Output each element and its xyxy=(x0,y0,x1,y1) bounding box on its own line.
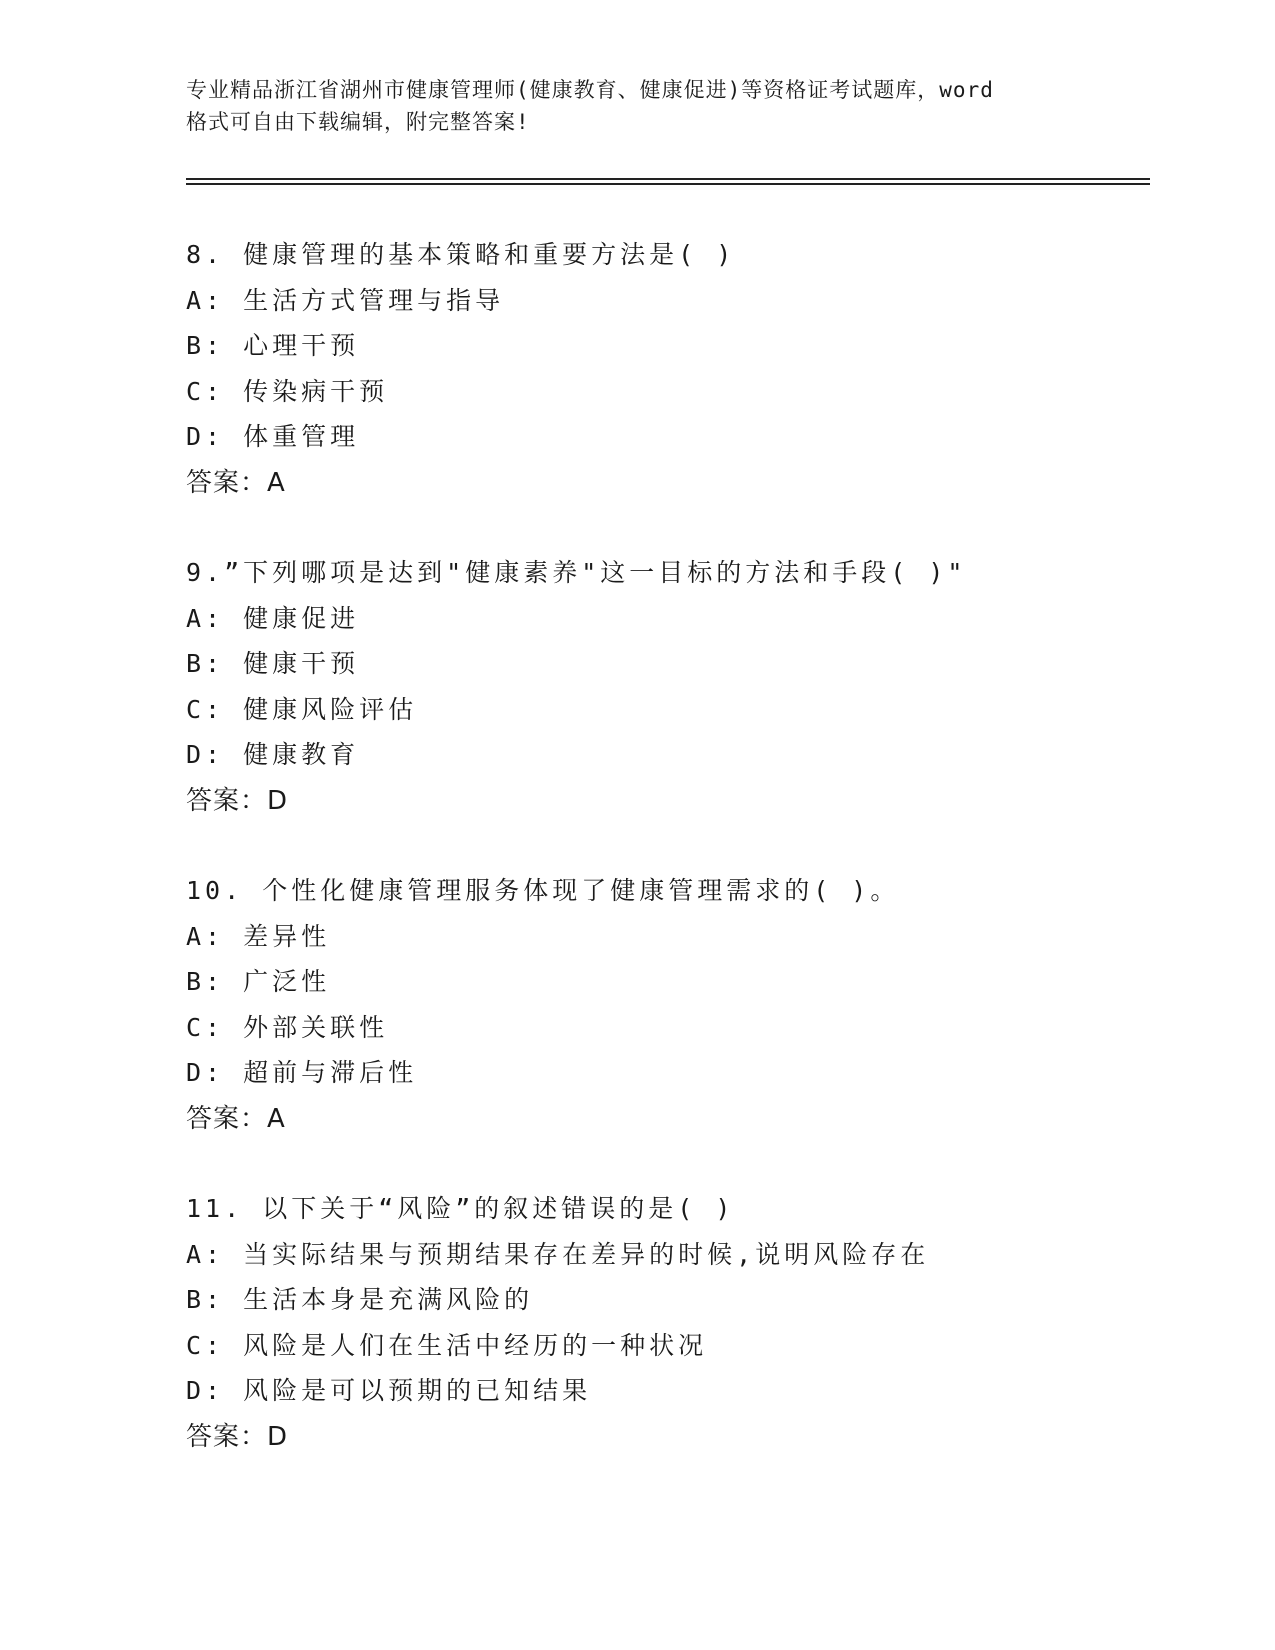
question-11 xyxy=(186,1194,1146,1467)
header-divider-top xyxy=(186,178,1150,180)
option-d: D: 超前与滞后性 xyxy=(186,1058,418,1087)
answer: 答案：A xyxy=(186,467,286,498)
option-c: C: 传染病干预 xyxy=(186,376,389,406)
answer: 答案：D xyxy=(186,1421,289,1452)
option-a: A: 生活方式管理与指导 xyxy=(186,285,505,315)
question-8 xyxy=(186,240,1146,513)
question-stem: 9.”下列哪项是达到"健康素养"这一目标的方法和手段( )" xyxy=(186,558,967,587)
option-b: B: 健康干预 xyxy=(186,649,360,678)
option-d: D: 风险是可以预期的已知结果 xyxy=(186,1376,592,1405)
option-c: C: 外部关联性 xyxy=(186,1012,389,1042)
option-b: B: 广泛性 xyxy=(186,967,331,996)
option-c: C: 健康风险评估 xyxy=(186,694,418,724)
question-10 xyxy=(186,876,1146,1149)
option-b: B: 心理干预 xyxy=(186,331,360,360)
option-c: C: 风险是人们在生活中经历的一种状况 xyxy=(186,1330,708,1360)
question-stem: 10. 个性化健康管理服务体现了健康管理需求的( )。 xyxy=(186,876,900,905)
header-line-2: 格式可自由下载编辑，附完整答案! xyxy=(186,110,530,134)
option-a: A: 健康促进 xyxy=(186,603,360,633)
document-header xyxy=(186,74,1086,138)
answer: 答案：A xyxy=(186,1103,286,1134)
header-divider-bottom xyxy=(186,183,1150,185)
option-d: D: 健康教育 xyxy=(186,740,360,769)
option-a: A: 当实际结果与预期结果存在差异的时候,说明风险存在 xyxy=(186,1239,930,1269)
option-b: B: 生活本身是充满风险的 xyxy=(186,1285,534,1314)
option-d: D: 体重管理 xyxy=(186,422,360,451)
option-a: A: 差异性 xyxy=(186,921,331,951)
header-line-1: 专业精品浙江省湖州市健康管理师(健康教育、健康促进)等资格证考试题库，word xyxy=(186,78,994,102)
answer: 答案：D xyxy=(186,785,289,816)
question-stem: 8. 健康管理的基本策略和重要方法是( ) xyxy=(186,240,736,269)
question-9 xyxy=(186,558,1146,831)
question-stem: 11. 以下关于“风险”的叙述错误的是( ) xyxy=(186,1194,735,1223)
